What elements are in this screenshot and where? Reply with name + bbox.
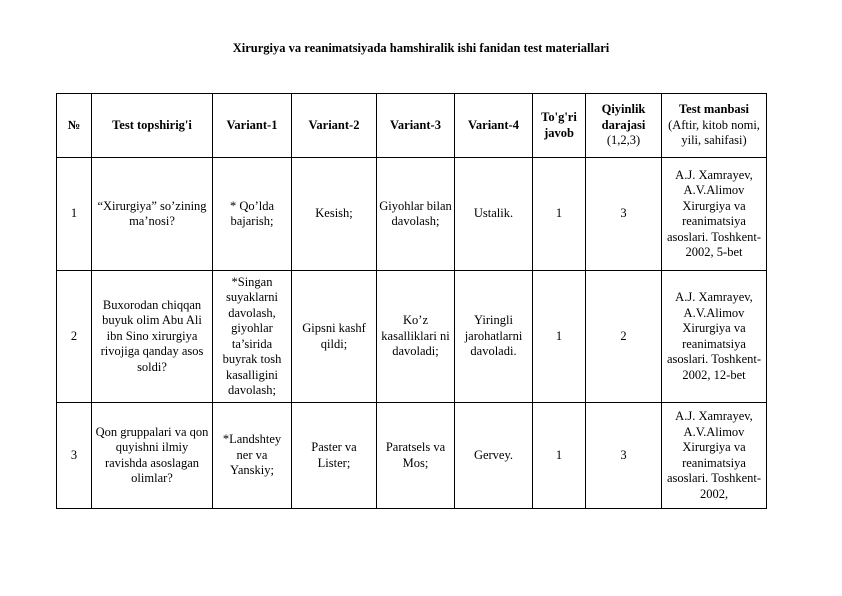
cell-source: A.J. Xamrayev, A.V.Alimov Xirurgiya va reanimatsiya asoslari. Toshkent-2002, 5-bet <box>662 158 767 271</box>
cell-variant-3: Ko’z kasalliklari ni davoladi; <box>377 271 455 403</box>
header-number: № <box>57 94 92 158</box>
cell-variant-3: Giyohlar bilan davolash; <box>377 158 455 271</box>
cell-number: 3 <box>57 403 92 509</box>
cell-variant-3: Paratsels va Mos; <box>377 403 455 509</box>
table-row <box>57 158 767 271</box>
cell-correct-answer: 1 <box>533 271 586 403</box>
cell-number: 2 <box>57 271 92 403</box>
cell-variant-2: Paster va Lister; <box>292 403 377 509</box>
cell-variant-1: * Qo’lda bajarish; <box>213 158 292 271</box>
header-variant-1: Variant-1 <box>213 94 292 158</box>
cell-task: “Xirurgiya” so’zining ma’nosi? <box>92 158 213 271</box>
cell-difficulty: 3 <box>586 403 662 509</box>
table-header-row <box>57 94 767 158</box>
cell-variant-2: Gipsni kashf qildi; <box>292 271 377 403</box>
cell-number: 1 <box>57 158 92 271</box>
cell-difficulty: 3 <box>586 158 662 271</box>
cell-variant-2: Kesish; <box>292 158 377 271</box>
cell-variant-1: *Landshtey ner va Yanskiy; <box>213 403 292 509</box>
cell-variant-4: Yiringli jarohatlarni davoladi. <box>455 271 533 403</box>
cell-difficulty: 2 <box>586 271 662 403</box>
header-source-details: (Aftir, kitob nomi, yili, sahifasi) <box>668 117 760 148</box>
header-difficulty <box>586 94 662 158</box>
cell-source: A.J. Xamrayev, A.V.Alimov Xirurgiya va reanimatsiya asoslari. Toshkent-2002, 12-bet <box>662 271 767 403</box>
header-variant-3: Variant-3 <box>377 94 455 158</box>
cell-task: Buxorodan chiqqan buyuk olim Abu Ali ibn Sino xirurgiya rivojiga qanday asos soldi? <box>92 271 213 403</box>
cell-correct-answer: 1 <box>533 403 586 509</box>
cell-variant-4: Ustalik. <box>455 158 533 271</box>
header-variant-2: Variant-2 <box>292 94 377 158</box>
header-task: Test topshirig'i <box>92 94 213 158</box>
cell-task: Qon gruppalari va qon quyishni ilmiy ravishda asoslagan olimlar? <box>92 403 213 509</box>
header-source <box>662 94 767 158</box>
header-correct-answer: To'g'ri javob <box>533 94 586 158</box>
cell-source: A.J. Xamrayev, A.V.Alimov Xirurgiya va reanimatsiya asoslari. Toshkent-2002, <box>662 403 767 509</box>
test-materials-table <box>56 93 767 509</box>
cell-correct-answer: 1 <box>533 158 586 271</box>
table-row <box>57 271 767 403</box>
header-difficulty-scale: (1,2,3) <box>606 133 641 148</box>
header-source-label: Test manbasi <box>678 102 750 117</box>
cell-variant-1: *Singan suyaklarni davolash, giyohlar ta’sirida buyrak tosh kasalligini davolash; <box>213 271 292 403</box>
cell-variant-4: Gervey. <box>455 403 533 509</box>
table-row <box>57 403 767 509</box>
document-title: Xirurgiya va reanimatsiyada hamshiralik ishi fanidan test materiallari <box>232 41 610 55</box>
header-variant-4: Variant-4 <box>455 94 533 158</box>
header-difficulty-label: Qiyinlik darajasi <box>601 102 646 132</box>
